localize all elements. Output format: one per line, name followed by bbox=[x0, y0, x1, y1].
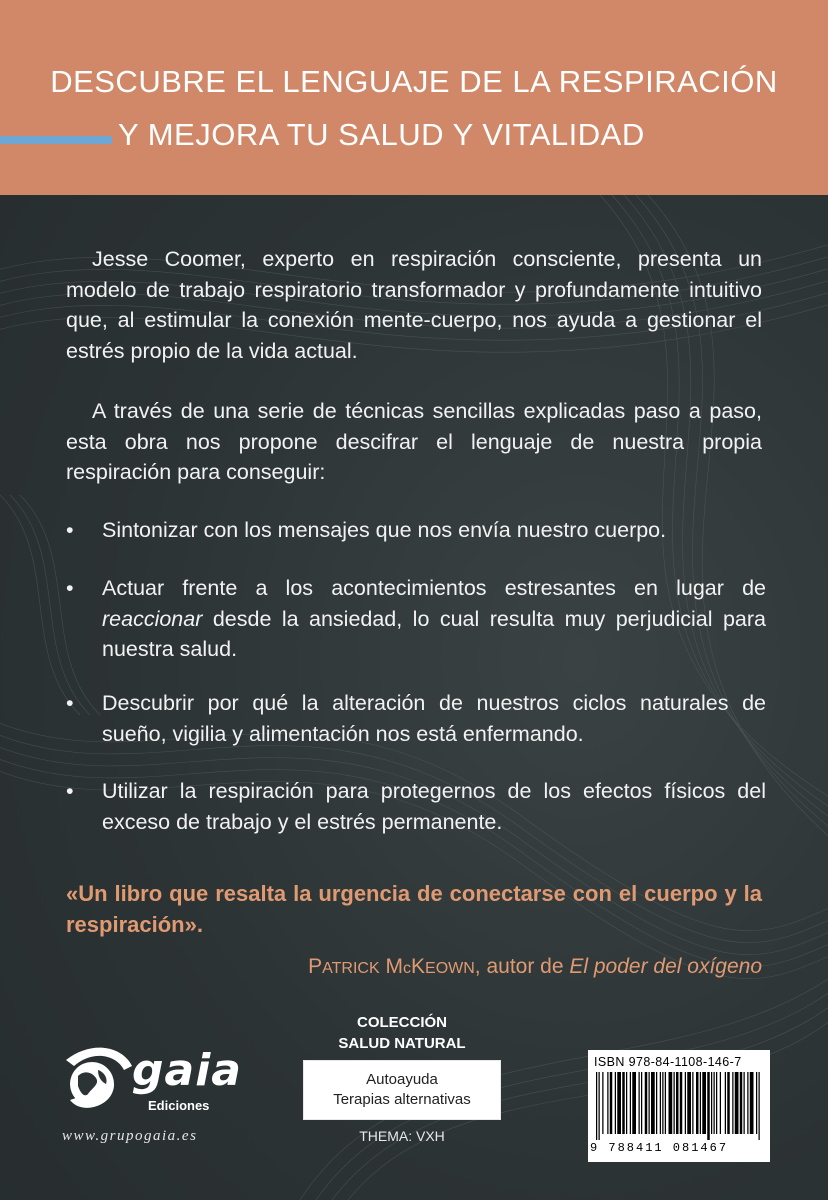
barcode-bar bbox=[744, 1072, 745, 1134]
intro-paragraph: Jesse Coomer, experto en respiración consciente, presenta un modelo de trabajo respiratorio transformador y profundamente intuitivo que, al estimular la conexión mente-cuerpo, nos ayuda a gestionar el estrés propio de la vida actual. bbox=[66, 247, 762, 363]
barcode-bar bbox=[649, 1072, 650, 1134]
barcode-bar bbox=[747, 1072, 748, 1134]
bullet-icon: • bbox=[66, 779, 74, 803]
bullet-icon: • bbox=[66, 691, 74, 715]
barcode-bar bbox=[632, 1072, 636, 1134]
barcode-bar bbox=[714, 1072, 715, 1134]
barcode-bar bbox=[687, 1072, 691, 1134]
barcode-bar bbox=[735, 1072, 739, 1134]
accent-rule bbox=[0, 136, 112, 144]
barcode-bar bbox=[750, 1072, 754, 1134]
endorsement-quote: «Un libro que resalta la urgencia de conectarse con el cuerpo y la respiración». bbox=[66, 881, 762, 937]
barcode-bar bbox=[732, 1072, 733, 1134]
barcode-bar bbox=[740, 1072, 743, 1134]
barcode-bar bbox=[716, 1072, 717, 1134]
barcode-bar bbox=[656, 1072, 657, 1134]
barcode-bar bbox=[662, 1072, 663, 1134]
collection-label: COLECCIÓN SALUD NATURAL bbox=[338, 1014, 466, 1052]
list-item-text: Sintonizar con los mensajes que nos envía nuestro cuerpo. bbox=[102, 518, 667, 542]
barcode-bar bbox=[685, 1072, 686, 1134]
list-item-text: Descubrir por qué la alteración de nuestros ciclos naturales de sueño, vigilia y alimentación nos está enfermando. bbox=[102, 691, 766, 746]
cover-header-band bbox=[0, 0, 828, 195]
barcode-bar bbox=[599, 1072, 600, 1140]
barcode-bar bbox=[596, 1072, 597, 1140]
publisher-website: www.grupogaia.es bbox=[62, 1128, 198, 1144]
publisher-logo-text: gaia bbox=[132, 1045, 242, 1096]
list-item-text: Actuar frente a los acontecimientos estresantes en lugar de reaccionar desde la ansiedad, lo cual resulta muy perjudicial para nuestra salud. bbox=[102, 576, 766, 661]
thema-code: THEMA: VXH bbox=[359, 1128, 445, 1144]
barcode-bar bbox=[711, 1072, 712, 1134]
publisher-sub: Ediciones bbox=[148, 1098, 210, 1113]
barcode-bar bbox=[759, 1072, 760, 1140]
barcode-bar bbox=[696, 1072, 699, 1134]
genre-label: Autoayuda bbox=[366, 1071, 438, 1088]
barcode-bar bbox=[641, 1072, 642, 1134]
barcode-bar bbox=[645, 1072, 648, 1134]
barcode-bar bbox=[756, 1072, 757, 1134]
barcode-bar bbox=[610, 1072, 613, 1134]
book-title: El poder del oxígeno bbox=[569, 955, 762, 978]
endorsement-attribution: PATRICK McKEOWN, autor de El poder del oxígeno bbox=[308, 955, 762, 978]
barcode-bar bbox=[617, 1072, 621, 1134]
barcode-bar bbox=[680, 1072, 683, 1134]
barcode-bar bbox=[692, 1072, 693, 1134]
isbn-barcode bbox=[588, 1050, 770, 1162]
barcode-bar bbox=[707, 1072, 710, 1140]
barcode-bar bbox=[622, 1072, 625, 1134]
barcode-bar bbox=[639, 1072, 640, 1134]
barcode-bar bbox=[630, 1072, 631, 1134]
headline-line-1: DESCUBRE EL LENGUAJE DE LA RESPIRACIÓN bbox=[50, 64, 778, 99]
publisher-logo bbox=[62, 1040, 242, 1124]
barcode-bar bbox=[700, 1072, 701, 1134]
barcode-bar bbox=[669, 1072, 673, 1134]
genre-box bbox=[303, 1060, 501, 1120]
bullet-icon: • bbox=[66, 576, 74, 600]
barcode-bar bbox=[626, 1072, 627, 1134]
list-item-text: Utilizar la respiración para protegernos de los efectos físicos del exceso de trabajo y el estrés permanente. bbox=[102, 779, 766, 834]
barcode-bar bbox=[702, 1072, 706, 1134]
barcode-bar bbox=[665, 1072, 666, 1134]
barcode-bar bbox=[660, 1072, 661, 1134]
barcode-bar bbox=[607, 1072, 608, 1134]
emphasis-text: reaccionar bbox=[102, 606, 203, 631]
headline-line-2: Y MEJORA TU SALUD Y VITALIDAD bbox=[118, 117, 645, 152]
barcode-bar bbox=[651, 1072, 655, 1134]
techniques-paragraph: A través de una serie de técnicas sencillas explicadas paso a paso, esta obra nos propone descifrar el lenguaje de nuestra propia respiración para conseguir: bbox=[66, 399, 762, 484]
genre-label: Terapias alternativas bbox=[333, 1091, 471, 1108]
barcode-bars bbox=[594, 1072, 764, 1140]
barcode-bar bbox=[720, 1072, 721, 1134]
bullet-icon: • bbox=[66, 518, 74, 542]
ean-digits: 9 788411 081467 bbox=[590, 1141, 729, 1155]
barcode-bar bbox=[676, 1072, 679, 1134]
barcode-bar bbox=[727, 1072, 730, 1134]
barcode-bar bbox=[674, 1072, 675, 1134]
barcode-bar bbox=[615, 1072, 616, 1134]
barcode-bar bbox=[725, 1072, 726, 1134]
isbn-number: ISBN 978-84-1108-146-7 bbox=[594, 1055, 742, 1069]
barcode-bar bbox=[602, 1072, 603, 1134]
